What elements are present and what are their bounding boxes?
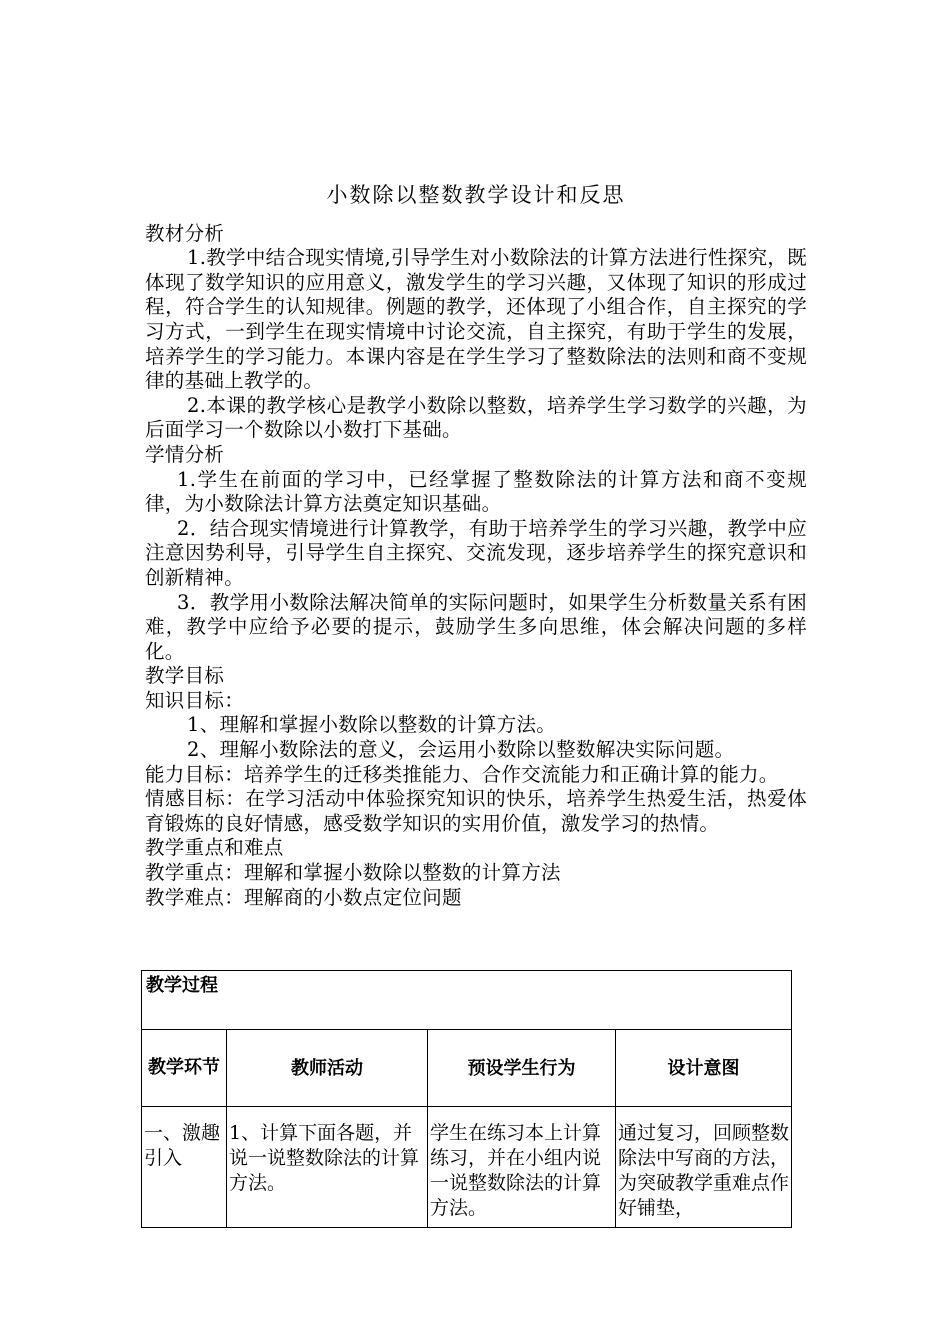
cell-teacher-activity: 1、计算下面各题，并说一说整数除法的计算方法。: [227, 1107, 428, 1228]
cell-stage: 一、激趣引入: [142, 1107, 227, 1228]
emotion-goal: 情感目标：在学习活动中体验探究知识的快乐，培养学生热爱生活，热爱体育锻炼的良好情感，感受数学知识的实用价值，激发学习的热情。: [145, 787, 807, 835]
key-point: 教学重点：理解和掌握小数除以整数的计算方法: [145, 861, 561, 885]
cell-design-intent: 通过复习，回顾整数除法中写商的方法，为突破教学重难点作好铺垫，: [616, 1107, 792, 1228]
textbook-paragraph-2: 2.本课的教学核心是教学小数除以整数，培养学生学习数学的兴趣，为后面学习一个数除以小数打下基础。: [145, 393, 807, 442]
knowledge-goal-2: 2、理解小数除法的意义，会运用小数除以整数解决实际问题。: [187, 738, 735, 762]
header-student-behavior: 预设学生行为: [428, 1030, 616, 1107]
process-table-title: 教学过程: [142, 971, 792, 1030]
knowledge-goal-label: 知识目标：: [145, 688, 245, 712]
table-row: [142, 1107, 792, 1228]
document-title: 小数除以整数教学设计和反思: [326, 183, 626, 207]
teaching-process-table: [141, 970, 792, 1228]
document-body: [145, 183, 807, 910]
header-design-intent: 设计意图: [616, 1030, 792, 1107]
knowledge-goal-1: 1、理解和掌握小数除以整数的计算方法。: [187, 713, 557, 737]
heading-key-points: 教学重点和难点: [145, 836, 284, 860]
student-paragraph-1: 1.学生在前面的学习中，已经掌握了整数除法的计算方法和商不变规律，为小数除法计算方法奠定知识基础。: [145, 467, 807, 516]
ability-goal: 能力目标：培养学生的迁移类推能力、合作交流能力和正确计算的能力。: [145, 762, 779, 786]
header-stage: 教学环节: [142, 1030, 227, 1107]
header-teacher-activity: 教师活动: [227, 1030, 428, 1107]
heading-student-analysis: 学情分析: [145, 442, 225, 466]
textbook-paragraph-1: 1.教学中结合现实情境,引导学生对小数除法的计算方法进行性探究，既体现了数学知识的应用意义，激发学生的学习兴趣，又体现了知识的形成过程，符合学生的认知规律。例题的教学，还体现了小组合作，自主探究的学习方式，一到学生在现实情境中讨论交流，自主探究，有助于学生的发展，培养学生的学习能力。本课内容是在学生学习了整数除法的法则和商不变规律的基础上教学的。: [145, 246, 807, 393]
student-paragraph-2: 2．结合现实情境进行计算教学，有助于培养学生的学习兴趣，教学中应注意因势利导，引导学生自主探究、交流发现，逐步培养学生的探究意识和创新精神。: [145, 516, 807, 589]
cell-student-behavior: 学生在练习本上计算练习，并在小组内说一说整数除法的计算方法。: [428, 1107, 616, 1228]
heading-teaching-goals: 教学目标: [145, 664, 225, 688]
difficult-point: 教学难点：理解商的小数点定位问题: [145, 885, 462, 909]
student-paragraph-3: 3．教学用小数除法解决简单的实际问题时，如果学生分析数量关系有困难，教学中应给予必要的提示，鼓励学生多向思维，体会解决问题的多样化。: [145, 590, 807, 663]
heading-textbook-analysis: 教材分析: [145, 221, 225, 245]
